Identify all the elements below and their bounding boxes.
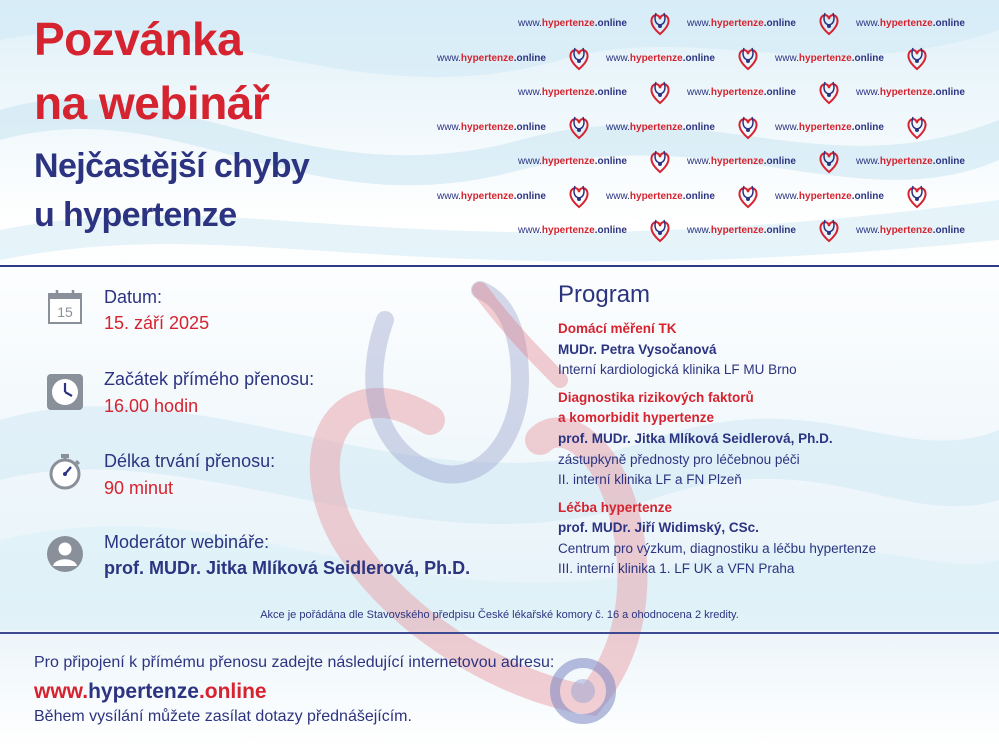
- person-icon: [46, 535, 84, 573]
- program-title: Program: [558, 281, 651, 308]
- questions-note: Během vysílání můžete zasílat dotazy přednášejícím.: [34, 708, 412, 725]
- watermark-url: www.hypertenze.online: [687, 225, 796, 236]
- heart-stethoscope-icon: [649, 11, 671, 37]
- accreditation-note: Akce je pořádána dle Stavovského předpisu České lékařské komory č. 16 a ohodnocena 2 kredity.: [260, 609, 739, 621]
- program-item-3-affiliation-line2: III. interní klinika 1. LF UK a VFN Praha: [558, 561, 795, 576]
- watermark-url: www.hypertenze.online: [606, 191, 715, 202]
- webinar-url-link[interactable]: [34, 680, 267, 704]
- program-item-2-affiliation-line1: zástupkyně přednosty pro léčebnou péči: [558, 452, 800, 467]
- heart-stethoscope-icon: [649, 218, 671, 244]
- watermark-url: www.hypertenze.online: [606, 53, 715, 64]
- heart-stethoscope-icon: [737, 184, 759, 210]
- heart-stethoscope-icon: [818, 11, 840, 37]
- bottom-divider: [0, 632, 999, 634]
- program-item-2-topic-line1: Diagnostika rizikových faktorů: [558, 390, 754, 405]
- heart-stethoscope-icon: [818, 80, 840, 106]
- program-item-2-topic-line2: a komorbidit hypertenze: [558, 410, 715, 425]
- clock-icon: [46, 373, 84, 411]
- watermark-url: www.hypertenze.online: [775, 53, 884, 64]
- connect-instructions: Pro připojení k přímému přenosu zadejte následující internetovou adresu:: [34, 654, 555, 671]
- watermark-url: www.hypertenze.online: [687, 156, 796, 167]
- start-label: Začátek přímého přenosu:: [104, 369, 315, 389]
- heart-stethoscope-icon: [649, 80, 671, 106]
- watermark-url: www.hypertenze.online: [518, 87, 627, 98]
- calendar-icon: [46, 288, 84, 326]
- watermark-url: www.hypertenze.online: [518, 156, 627, 167]
- watermark-url: www.hypertenze.online: [775, 191, 884, 202]
- watermark-url: www.hypertenze.online: [518, 18, 627, 29]
- date-label: Datum:: [104, 287, 163, 307]
- heart-stethoscope-icon: [906, 184, 928, 210]
- watermark-url: www.hypertenze.online: [856, 18, 965, 29]
- heart-stethoscope-icon: [906, 46, 928, 72]
- watermark-url: www.hypertenze.online: [856, 156, 965, 167]
- watermark-url: www.hypertenze.online: [856, 87, 965, 98]
- heart-stethoscope-icon: [737, 115, 759, 141]
- duration-value: 90 minut: [104, 478, 174, 498]
- watermark-url: www.hypertenze.online: [606, 122, 715, 133]
- moderator-label: Moderátor webináře:: [104, 532, 270, 552]
- date-value: 15. září 2025: [104, 313, 210, 333]
- heart-stethoscope-icon: [906, 115, 928, 141]
- title-webinar: na webinář: [34, 77, 270, 129]
- program-item-3-topic: Léčba hypertenze: [558, 500, 673, 515]
- program-item-2-speaker: prof. MUDr. Jitka Mlíková Seidlerová, Ph.D.: [558, 431, 833, 446]
- watermark-url: www.hypertenze.online: [437, 191, 546, 202]
- program-item-1-speaker: MUDr. Petra Vysočanová: [558, 342, 717, 357]
- program-item-1-topic: Domácí měření TK: [558, 321, 677, 336]
- url-prefix: www.: [34, 680, 89, 703]
- program-item-3-affiliation-line1: Centrum pro výzkum, diagnostiku a léčbu hypertenze: [558, 541, 877, 556]
- watermark-url: www.hypertenze.online: [687, 18, 796, 29]
- heart-stethoscope-icon: [818, 218, 840, 244]
- topic-title-line1: Nejčastější chyby: [34, 147, 310, 185]
- url-suffix: .online: [198, 680, 267, 703]
- heart-stethoscope-icon: [568, 115, 590, 141]
- duration-label: Délka trvání přenosu:: [104, 451, 276, 471]
- heart-stethoscope-icon: [649, 149, 671, 175]
- watermark-url: www.hypertenze.online: [437, 53, 546, 64]
- heart-stethoscope-icon: [568, 184, 590, 210]
- heart-stethoscope-icon: [737, 46, 759, 72]
- topic-title-line2: u hypertenze: [34, 196, 237, 234]
- watermark-url: www.hypertenze.online: [437, 122, 546, 133]
- heart-stethoscope-icon: [568, 46, 590, 72]
- watermark-url: www.hypertenze.online: [687, 87, 796, 98]
- program-item-1-affiliation: Interní kardiologická klinika LF MU Brno: [558, 362, 797, 377]
- top-divider: [0, 265, 999, 267]
- heart-stethoscope-icon: [818, 149, 840, 175]
- start-value: 16.00 hodin: [104, 396, 199, 416]
- stopwatch-icon: [46, 453, 84, 491]
- program-item-3-speaker: prof. MUDr. Jiří Widimský, CSc.: [558, 520, 759, 535]
- watermark-url: www.hypertenze.online: [775, 122, 884, 133]
- calendar-number: 15: [57, 304, 73, 320]
- title-invitation: Pozvánka: [34, 13, 243, 65]
- watermark-url: www.hypertenze.online: [856, 225, 965, 236]
- watermark-url: www.hypertenze.online: [518, 225, 627, 236]
- program-item-2-affiliation-line2: II. interní klinika LF a FN Plzeň: [558, 472, 742, 487]
- moderator-value: prof. MUDr. Jitka Mlíková Seidlerová, Ph.D.: [104, 558, 471, 578]
- url-domain: hypertenze: [88, 680, 199, 703]
